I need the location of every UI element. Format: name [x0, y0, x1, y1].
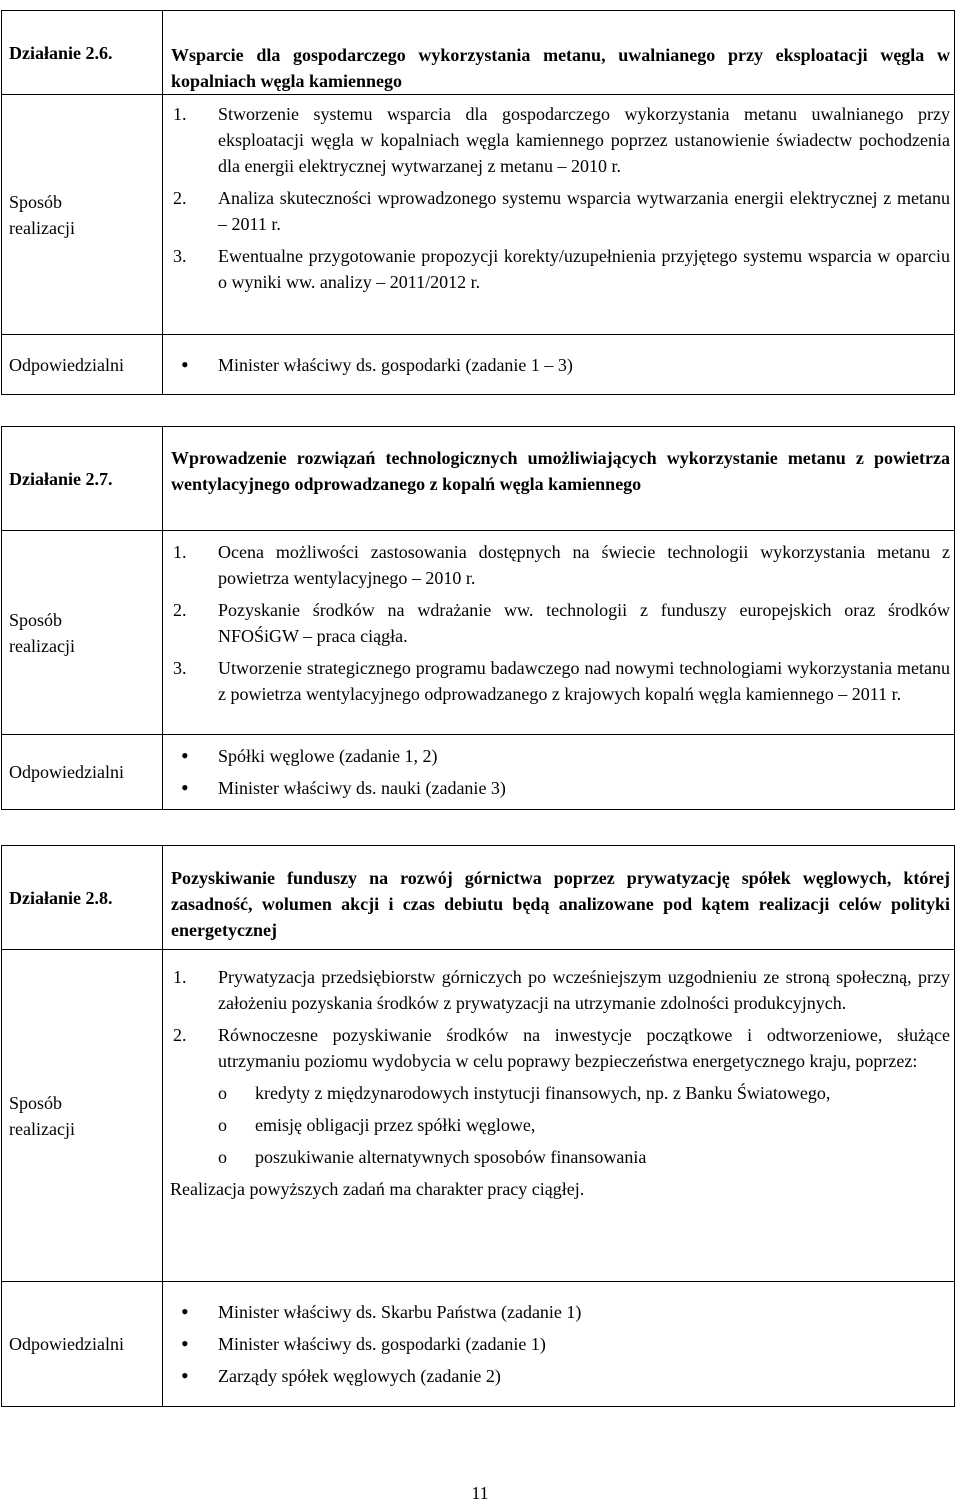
task-number: 1.: [173, 104, 187, 124]
method-label-2: realizacji: [9, 217, 75, 238]
responsible-label: Odpowiedzialni: [9, 762, 124, 782]
responsible-item: • Minister właściwy ds. nauki (zadanie 3): [171, 775, 950, 801]
task-number: 2.: [173, 1025, 187, 1045]
list-marker: o: [218, 1147, 227, 1167]
task-text: Pozyskanie środków na wdrażanie ww. technologii z funduszy europejskich oraz środków NFOŚiGW – praca ciągła.: [218, 600, 950, 646]
responsible-label-cell: [2, 735, 163, 810]
method-label: Sposób: [9, 191, 63, 212]
task-number: 2.: [173, 600, 187, 620]
responsible-list: [171, 1299, 950, 1389]
task-text: Analiza skuteczności wprowadzonego systemu wsparcia wytwarzania energii elektrycznej z metanu – 2011 r.: [218, 188, 950, 234]
task-item: [171, 539, 950, 591]
task-item: [171, 597, 950, 649]
method-label: Sposób: [9, 609, 63, 630]
task-list: [171, 539, 950, 707]
action-number: Działanie 2.8.: [9, 887, 113, 908]
action-2-8-table: [1, 845, 955, 1407]
responsible-list: [171, 352, 950, 378]
responsible-label-cell: [2, 335, 163, 395]
action-label: [2, 846, 163, 950]
continuity-note: Realizacja powyższych zadań ma charakter pracy ciągłej.: [170, 1179, 585, 1199]
responsible-list: [171, 743, 950, 801]
action-2-7-table: [1, 426, 955, 810]
responsible-item: • Minister właściwy ds. Skarbu Państwa (zadanie 1): [171, 1299, 950, 1325]
method-items: [163, 950, 955, 1282]
task-item: [171, 101, 950, 179]
method-label-cell: [2, 95, 163, 335]
funding-source-item: [171, 1144, 950, 1170]
method-items: [163, 531, 955, 735]
method-label-cell: [2, 950, 163, 1282]
task-list: [171, 964, 950, 1074]
action-title-text: Pozyskiwanie funduszy na rozwój górnictwa poprzez prywatyzację spółek węglowych, której zasadność, wolumen akcji i czas debiutu będą analizowane pod kątem realizacji celów polityki energetycznej: [171, 868, 950, 940]
funding-source-item: [171, 1112, 950, 1138]
action-title: [163, 846, 955, 950]
task-number: 1.: [173, 967, 187, 987]
list-marker: o: [218, 1083, 227, 1103]
action-title: [163, 11, 955, 95]
action-label: [2, 11, 163, 95]
responsible-cell: [163, 735, 955, 810]
responsible-item: • Minister właściwy ds. gospodarki (zadanie 1): [171, 1331, 950, 1357]
task-item: [171, 243, 950, 295]
action-title-text: Wsparcie dla gospodarczego wykorzystania metanu, uwalnianego przy eksploatacji węgla w kopalniach węgla kamiennego: [171, 45, 950, 91]
responsible-item: • Zarządy spółek węglowych (zadanie 2): [171, 1363, 950, 1389]
task-text: Równoczesne pozyskiwanie środków na inwestycje początkowe i odtworzeniowe, służące utrzymaniu poziomu wydobycia w celu poprawy bezpieczeństwa energetycznego kraju, poprzez:: [218, 1025, 950, 1071]
task-number: 1.: [173, 542, 187, 562]
method-label-2: realizacji: [9, 1118, 75, 1139]
responsible-cell: [163, 335, 955, 395]
task-text: Ewentualne przygotowanie propozycji korekty/uzupełnienia przyjętego systemu wsparcia w oparciu o wyniki ww. analizy – 2011/2012 r.: [218, 246, 950, 292]
responsible-item: • Minister właściwy ds. gospodarki (zadanie 1 – 3): [171, 352, 950, 378]
task-text: Utworzenie strategicznego programu badawczego nad nowymi technologiami wykorzystania metanu z powietrza wentylacyjnego odprowadzanego z krajowych kopalń węgla kamiennego – 2011 r.: [218, 658, 950, 704]
task-item: [171, 185, 950, 237]
action-label: [2, 427, 163, 531]
responsible-label: Odpowiedzialni: [9, 1334, 124, 1354]
funding-source-text: poszukiwanie alternatywnych sposobów finansowania: [255, 1147, 647, 1167]
responsible-item: • Spółki węglowe (zadanie 1, 2): [171, 743, 950, 769]
responsible-cell: [163, 1282, 955, 1407]
funding-sources-list: [171, 1080, 950, 1170]
task-number: 3.: [173, 658, 187, 678]
funding-source-text: kredyty z międzynarodowych instytucji finansowych, np. z Banku Światowego,: [255, 1083, 831, 1103]
page-number: 11: [471, 1483, 489, 1503]
funding-source-item: [171, 1080, 950, 1106]
task-item: [171, 655, 950, 707]
task-text: Ocena możliwości zastosowania dostępnych na świecie technologii wykorzystania metanu z powietrza wentylacyjnego – 2010 r.: [218, 542, 950, 588]
method-items: [163, 95, 955, 335]
funding-source-text: emisję obligacji przez spółki węglowe,: [255, 1115, 536, 1135]
action-number: Działanie 2.6.: [9, 42, 113, 63]
task-item: [171, 1022, 950, 1074]
list-marker: o: [218, 1115, 227, 1135]
task-item: [171, 964, 950, 1016]
method-label-2: realizacji: [9, 635, 75, 656]
action-title-text: Wprowadzenie rozwiązań technologicznych umożliwiających wykorzystanie metanu z powietrza wentylacyjnego odprowadzanego z kopalń węgla kamiennego: [171, 448, 950, 494]
method-label-cell: [2, 531, 163, 735]
task-number: 3.: [173, 246, 187, 266]
action-title: [163, 427, 955, 531]
action-number: Działanie 2.7.: [9, 468, 113, 489]
task-list: [171, 101, 950, 295]
action-2-6-table: [1, 10, 955, 395]
task-text: Stworzenie systemu wsparcia dla gospodarczego wykorzystania metanu uwalnianego przy eksploatacji węgla w kopalniach węgla kamiennego poprzez ustanowienie świadectw pochodzenia dla energii elektrycznej wytwarzanej z metanu – 2010 r.: [218, 104, 950, 176]
responsible-label: Odpowiedzialni: [9, 354, 124, 375]
task-number: 2.: [173, 188, 187, 208]
task-text: Prywatyzacja przedsiębiorstw górniczych po wcześniejszym uzgodnieniu ze stroną społeczną, przy założeniu pozyskania środków z prywatyzacji na utrzymanie zdolności produkcyjnych.: [218, 967, 950, 1013]
responsible-label-cell: [2, 1282, 163, 1407]
method-label: Sposób: [9, 1092, 63, 1113]
